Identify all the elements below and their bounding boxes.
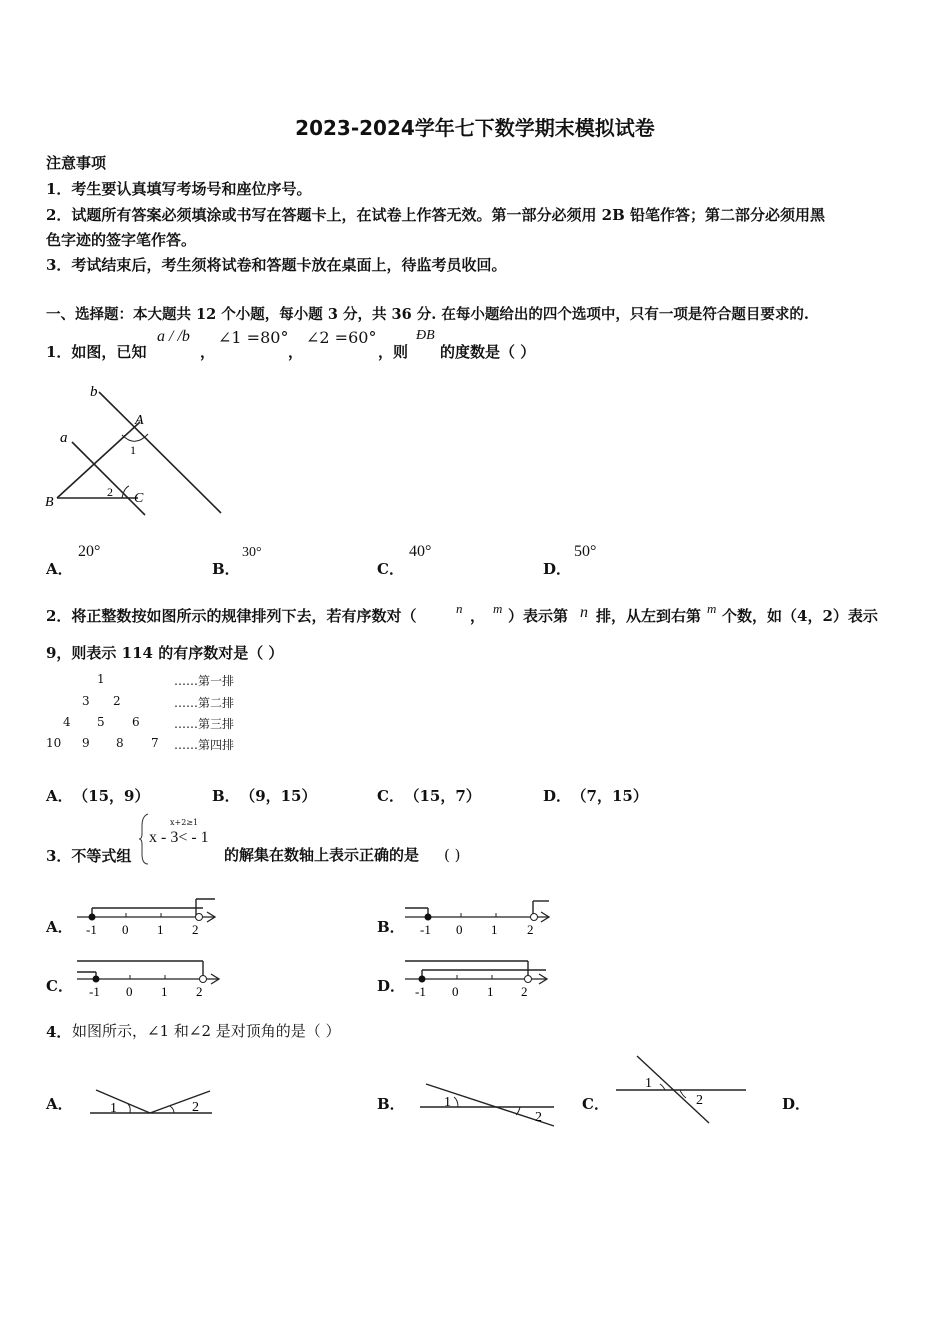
tick-label: 2 (196, 984, 203, 999)
q2-text-line2: 9，则表示 114 的有序数对是（ ） (46, 644, 284, 662)
tick-label: 2 (527, 922, 534, 937)
q2-text-b: ）表示第 (508, 607, 569, 625)
q2-var-m: m (493, 601, 503, 616)
triangle-number: 9 (82, 736, 90, 750)
notice-item: 色字迹的签字笔作答。 (46, 231, 197, 249)
q3-numberline-a (72, 893, 222, 941)
tick-label: 2 (521, 984, 528, 999)
notice-item: 1．考生要认真填写考场号和座位序号。 (46, 180, 312, 198)
triangle-row-label: ……第四排 (174, 738, 235, 752)
tick-label: -1 (415, 984, 426, 999)
q3-suffix: 的解集在数轴上表示正确的是 (224, 846, 420, 864)
q1-prefix: 1．如图，已知 (46, 343, 147, 361)
triangle-number: 4 (63, 715, 71, 729)
triangle-number: 1 (97, 672, 105, 686)
q1-figure (40, 378, 240, 528)
q1-formula-parallel: a / /b (157, 328, 190, 345)
angle-label: 2 (696, 1093, 703, 1108)
q1-formula-angle1: ∠1 =80° (218, 328, 289, 347)
triangle-row-label: ……第一排 (174, 674, 235, 688)
q4-option-b[interactable]: B． (377, 1095, 405, 1113)
q1-sep: ，则 (378, 343, 409, 361)
label-A: A (135, 413, 144, 428)
q2-var-m: m (707, 601, 717, 616)
q1-option-b-value: 30° (242, 545, 262, 560)
label-b: b (90, 384, 98, 400)
q2-text-a: 2．将正整数按如图所示的规律排列下去，若有序数对（ (46, 607, 417, 625)
q3-numberline-b (400, 893, 555, 941)
q3-system-top: x+2≥1 (170, 818, 199, 827)
tick-label: -1 (420, 922, 431, 937)
tick-label: 0 (126, 984, 133, 999)
q3-answer-paren: ( ) (444, 846, 461, 864)
q1-option-c-value: 40° (409, 543, 432, 560)
q2-option-a[interactable]: A． （15，9） (46, 787, 150, 805)
notice-item: 2．试题所有答案必须填涂或书写在答题卡上，在试卷上作答无效。第一部分必须用 2B 铅笔作答；第二部分必须用黑 (46, 206, 826, 224)
angle-label: 1 (110, 1101, 117, 1116)
line-b (99, 392, 221, 513)
q1-option-b[interactable]: B． (212, 560, 240, 578)
tick-label: -1 (86, 922, 97, 937)
q2-text-c: 排，从左到右第 (596, 607, 702, 625)
q3-numberline-d (400, 953, 555, 1001)
q3-option-a[interactable]: A． (46, 918, 73, 936)
page-title: 2023-2024学年七下数学期末模拟试卷 (295, 116, 655, 140)
q2-option-d[interactable]: D． （7，15） (543, 787, 648, 805)
q3-option-d[interactable]: D． (377, 977, 406, 995)
triangle-number: 2 (113, 694, 121, 708)
tick-label: 1 (491, 922, 498, 937)
q3-prefix: 3．不等式组 (46, 847, 132, 865)
label-angle1: 1 (130, 443, 136, 457)
tick-label: 1 (487, 984, 494, 999)
q4-stem: 如图所示，∠1 和∠2 是对顶角的是（ ） (72, 1022, 341, 1040)
q1-formula-b: ÐB (416, 328, 435, 343)
q2-option-c[interactable]: C． （15，7） (377, 787, 481, 805)
angle-label: 2 (535, 1110, 542, 1125)
triangle-number: 6 (132, 715, 140, 729)
q1-option-d-value: 50° (574, 543, 597, 560)
q1-suffix: 的度数是（ ） (440, 343, 536, 361)
angle-label: 1 (645, 1076, 652, 1091)
tick-label: 2 (192, 922, 199, 937)
tick-label: 0 (122, 922, 129, 937)
triangle-number: 8 (116, 736, 124, 750)
triangle-row-label: ……第二排 (174, 696, 235, 710)
q1-sep: ， (200, 343, 216, 361)
q3-numberline-c (72, 953, 227, 1001)
q4-option-c[interactable]: C． (582, 1095, 609, 1113)
label-angle2: 2 (107, 485, 113, 499)
q2-option-b[interactable]: B． （9，15） (212, 787, 317, 805)
q1-option-d[interactable]: D． (543, 560, 572, 578)
q2-text-d: 个数，如（4，2）表示 (722, 607, 878, 625)
tick-label: -1 (89, 984, 100, 999)
triangle-number: 5 (97, 715, 105, 729)
tick-label: 0 (452, 984, 459, 999)
triangle-number: 7 (151, 736, 159, 750)
triangle-number: 10 (46, 736, 62, 750)
q4-figure-b (416, 1076, 561, 1128)
label-B: B (45, 495, 54, 510)
tick-label: 0 (456, 922, 463, 937)
label-C: C (134, 491, 144, 506)
q1-option-c[interactable]: C． (377, 560, 404, 578)
q4-number: 4． (46, 1023, 72, 1041)
q1-formula-angle2: ∠2 =60° (306, 328, 377, 347)
q4-option-a[interactable]: A． (46, 1095, 73, 1113)
q4-figure-a (86, 1082, 216, 1122)
q2-var-n: n (580, 604, 588, 621)
q3-option-b[interactable]: B． (377, 918, 405, 936)
q2-var-n: n (456, 601, 463, 616)
q1-option-a-value: 20° (78, 543, 101, 560)
q2-comma: ， (470, 607, 486, 625)
section-heading: 一、选择题：本大题共 12 个小题，每小题 3 分，共 36 分. 在每小题给出的四个选项中，只有一项是符合题目要求的. (46, 306, 809, 323)
notice-item: 3．考试结束后，考生须将试卷和答题卡放在桌面上，待监考员收回。 (46, 256, 507, 274)
q3-system-main: x - 3< - 1 (149, 829, 209, 846)
triangle-row-label: ……第三排 (174, 717, 235, 731)
label-a: a (60, 430, 68, 446)
q1-sep: ， (288, 343, 304, 361)
triangle-number: 3 (82, 694, 90, 708)
tick-label: 1 (161, 984, 168, 999)
q3-option-c[interactable]: C． (46, 977, 73, 995)
q1-option-a[interactable]: A． (46, 560, 73, 578)
angle-label: 1 (444, 1095, 451, 1110)
angle-label: 2 (192, 1100, 199, 1115)
notice-heading: 注意事项 (46, 154, 107, 172)
tick-label: 1 (157, 922, 164, 937)
q4-figure-c (612, 1052, 752, 1128)
q4-option-d[interactable]: D． (782, 1095, 811, 1113)
